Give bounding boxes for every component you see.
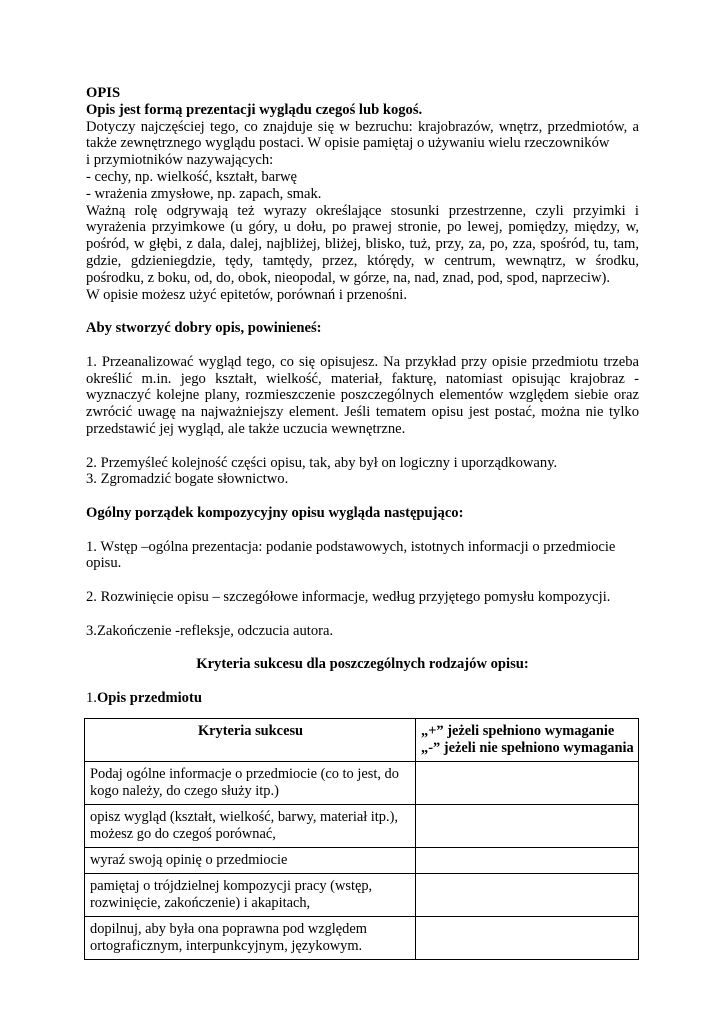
criterion-cell: pamiętaj o trójdzielnej kompozycji pracy (wstęp, rozwinięcie, zakończenie) i akapitach, — [85, 873, 416, 916]
order-step-2: 2. Rozwinięcie opisu – szczegółowe informacje, według przyjętego pomysłu kompozycji. — [86, 588, 611, 605]
order-heading: Ogólny porządek kompozycyjny opisu wygląda następująco: — [86, 504, 464, 521]
epithets-paragraph: W opisie możesz użyć epitetów, porównań i przenośni. — [86, 286, 407, 303]
table-header-criteria: Kryteria sukcesu — [85, 719, 416, 762]
table-row — [85, 916, 639, 959]
criteria-table — [84, 718, 639, 959]
howto-heading: Aby stworzyć dobry opis, powinieneś: — [86, 320, 322, 337]
criterion-cell: dopilnuj, aby była ona poprawna pod względem ortograficznym, interpunkcyjnym, językowym. — [85, 916, 416, 959]
table-row — [85, 873, 639, 916]
table-row — [85, 805, 639, 848]
mark-cell[interactable] — [416, 848, 639, 874]
header-plus-rule: „+” jeżeli spełniono wymaganie — [421, 723, 615, 740]
mark-cell[interactable] — [416, 873, 639, 916]
section-title: Opis przedmiotu — [96, 689, 202, 706]
mark-cell[interactable] — [416, 805, 639, 848]
howto-step-3: 3. Zgromadzić bogate słownictwo. — [86, 471, 289, 488]
section-number: 1. — [86, 689, 97, 706]
howto-step-1: 1. Przeanalizować wygląd tego, co się opisujesz. Na przykład przy opisie przedmiotu trzeba określić m.in. jego kształt, wielkość, materiał, fakturę, natomiast opisując krajobraz - wyznaczyć kolejne plany, rozmieszczenie poszczególnych elementów względem siebie oraz zwrócić uwagę na najważniejszy element. Jeśli tematem opisu jest postać, można nie tylko przedstawić jej wygląd, ale także uczucia wewnętrzne. — [86, 353, 639, 437]
howto-step-2: 2. Przemyśleć kolejność części opisu, tak, aby był on logiczny i uporządkowany. — [86, 454, 558, 471]
criteria-heading: Kryteria sukcesu dla poszczególnych rodzajów opisu: — [196, 656, 529, 673]
section-heading — [86, 690, 639, 707]
criterion-cell: opisz wygląd (kształt, wielkość, barwy, materiał itp.), możesz go do czegoś porównać, — [85, 805, 416, 848]
intro-paragraph: Dotyczy najczęściej tego, co znajduje się w bezruchu: krajobrazów, wnętrz, przedmiotów, a także zewnętrznego wyglądu postaci. W opisie pamiętaj o używaniu wielu rzeczowników — [86, 118, 639, 152]
order-step-1: 1. Wstęp –ogólna prezentacja: podanie podstawowych, istotnych informacji o przedmiocie opisu. — [86, 538, 616, 572]
criterion-cell: Podaj ogólne informacje o przedmiocie (co to jest, do kogo należy, do czego służy itp.) — [85, 762, 416, 805]
table-header-marks — [416, 719, 639, 762]
document-title: OPIS — [86, 85, 121, 101]
table-row — [85, 762, 639, 805]
mark-cell[interactable] — [416, 762, 639, 805]
table-header-row — [85, 719, 639, 762]
intro-paragraph-continued: i przymiotników nazywających: — [86, 152, 274, 169]
bullet-item: - cechy, np. wielkość, kształt, barwę — [86, 168, 297, 185]
criterion-cell: wyraź swoją opinię o przedmiocie — [85, 848, 416, 874]
document-subtitle: Opis jest formą prezentacji wyglądu czegoś lub kogoś. — [86, 101, 423, 118]
bullet-item: - wrażenia zmysłowe, np. zapach, smak. — [86, 185, 322, 202]
mark-cell[interactable] — [416, 916, 639, 959]
spatial-paragraph: Ważną rolę odgrywają też wyrazy określające stosunki przestrzenne, czyli przyimki i wyrażenia przyimkowe (u góry, u dołu, po prawej stronie, po lewej, pomiędzy, między, w, pośród, w głębi, z dala, dalej, najbliżej, bliżej, blisko, tuż, przy, za, po, zza, spośród, tu, tam, gdzie, gdzieniegdzie, tędy, tamtędy, przez, którędy, w centrum, wewnątrz, w środku, pośrodku, z boku, od, do, obok, nieopodal, w górze, na, nad, znad, pod, spod, naprzeciw). — [86, 202, 639, 286]
order-step-3: 3.Zakończenie -refleksje, odczucia autora. — [86, 622, 334, 639]
table-row — [85, 848, 639, 874]
header-minus-rule: „-” jeżeli nie spełniono wymagania — [421, 740, 634, 757]
